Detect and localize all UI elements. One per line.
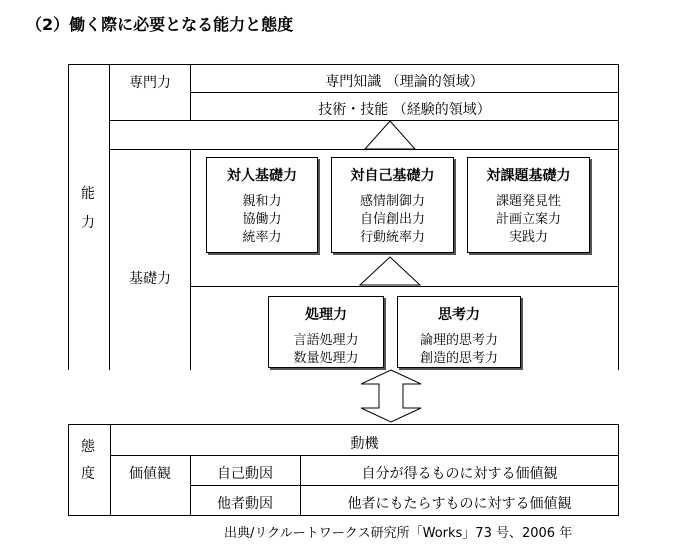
task-item: 計画立案力	[495, 212, 561, 227]
knowledge-skill-divider	[190, 92, 619, 93]
basic-label: 基礎力	[129, 271, 171, 287]
self-management-item: 行動統率力	[359, 230, 425, 245]
attitude-label-char-1: 態	[81, 439, 95, 455]
thinking-divider	[190, 286, 619, 287]
thinking-item: 創造的思考力	[419, 351, 498, 366]
task-title: 対課題基礎力	[486, 168, 571, 184]
self-management-title: 対自己基礎力	[350, 168, 435, 184]
values-label: 価値観	[129, 466, 171, 482]
table-cell-description: 他者にもたらすものに対する価値観	[347, 496, 572, 512]
upward-triangle-icon	[363, 120, 417, 150]
interpersonal-item: 協働力	[242, 212, 282, 227]
basic-top-divider	[110, 149, 619, 150]
thinking-title: 思考力	[438, 307, 480, 323]
specialized-label: 専門力	[129, 75, 171, 91]
thinking-item: 論理的思考力	[419, 333, 498, 348]
basic-label-divider	[190, 149, 191, 370]
interpersonal-item: 統率力	[242, 230, 282, 245]
source-citation: 出典/リクルートワークス研究所「Works」73 号、2006 年	[224, 526, 573, 541]
technical-skill: 技術・技能 （経験的領域）	[318, 102, 491, 118]
self-management-item: 自信創出力	[359, 212, 425, 227]
table-cell-factor: 自己動因	[217, 466, 273, 482]
page-title: （2）働く際に必要となる能力と態度	[26, 15, 294, 34]
motivation-header: 動機	[350, 436, 379, 452]
task-item: 実践力	[508, 230, 548, 245]
processing-title: 処理力	[305, 307, 347, 323]
ability-label-char-1: 能	[81, 186, 95, 202]
row-divider	[190, 485, 619, 486]
table-cell-factor: 他者動因	[217, 496, 273, 512]
self-management-item: 感情制御力	[359, 194, 425, 209]
processing-item: 言語処理力	[293, 333, 359, 348]
motivation-divider	[110, 455, 619, 456]
task-item: 課題発見性	[495, 194, 561, 209]
double-arrow-icon	[359, 369, 423, 423]
ability-label-char-2: 力	[81, 215, 95, 231]
interpersonal-title: 対人基礎力	[227, 168, 297, 184]
attitude-label-char-2: 度	[81, 466, 95, 482]
interpersonal-item: 親和力	[242, 194, 282, 209]
specialized-knowledge: 専門知識 （理論的領域）	[325, 74, 484, 90]
processing-item: 数量処理力	[293, 351, 359, 366]
inner-upward-triangle-icon	[358, 256, 422, 286]
table-cell-description: 自分が得るものに対する価値観	[361, 466, 558, 482]
